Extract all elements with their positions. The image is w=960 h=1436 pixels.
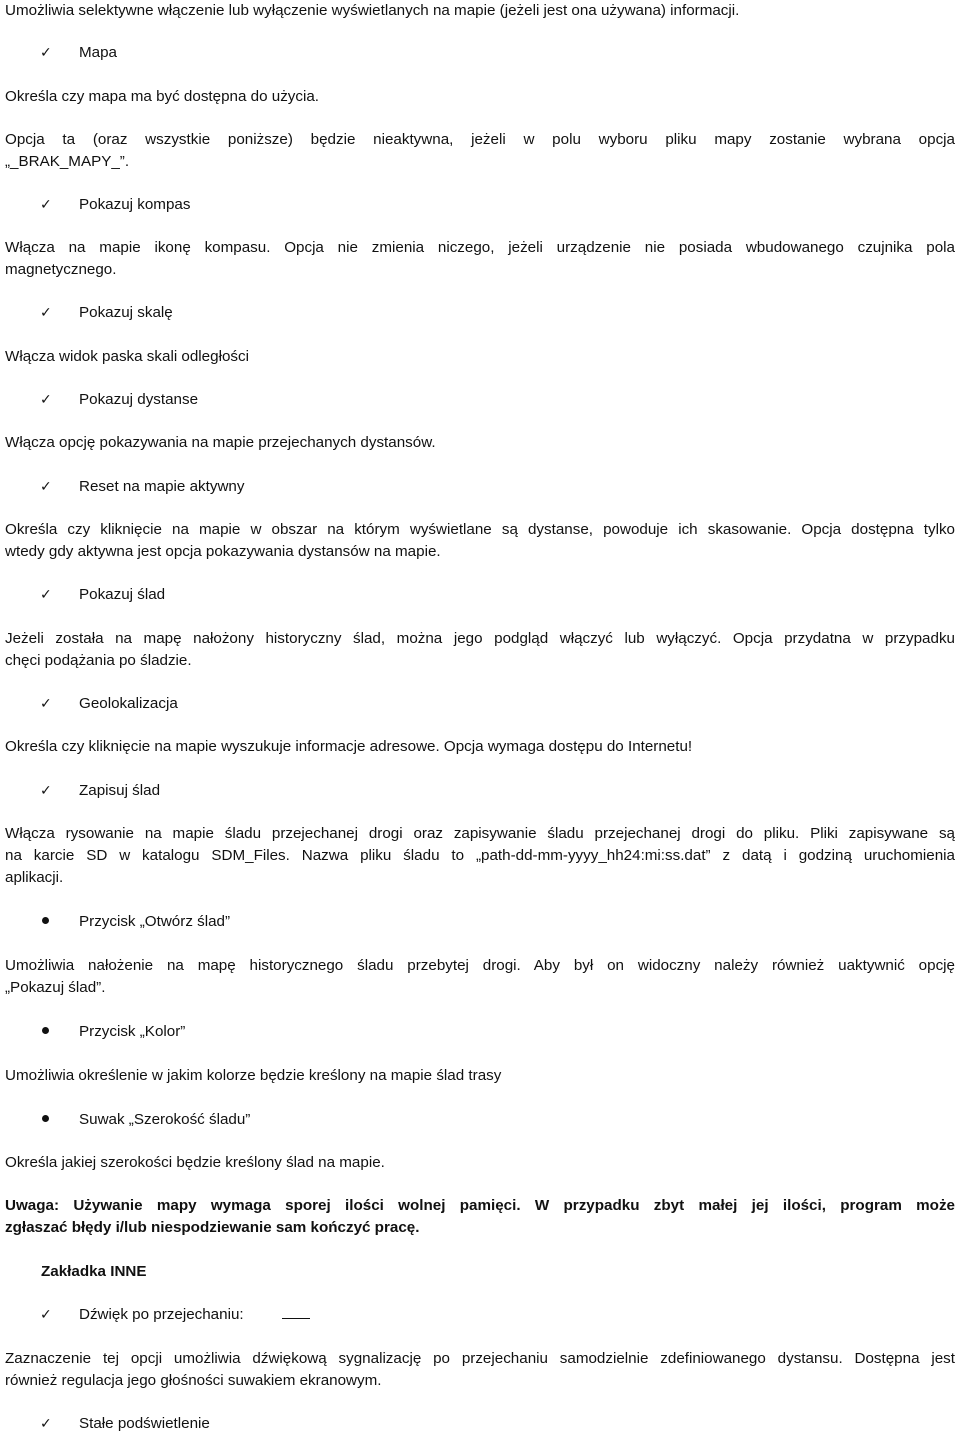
- paragraph-dzwiek-line1: Zaznaczenie tej opcji umożliwia dźwiękową sygnalizację po przejechaniu samodzielnie zdefiniowanego dystansu. Dostępna jest: [5, 1350, 955, 1367]
- option-skala: [40, 302, 173, 324]
- option-label: Dźwięk po przejechaniu:: [79, 1306, 244, 1323]
- option-label: Pokazuj dystanse: [79, 391, 199, 408]
- warning-line2: zgłaszać błędy i/lub niespodziewanie sam kończyć pracę.: [5, 1219, 420, 1236]
- paragraph-zapisuj-line2: na karcie SD w katalogu SDM_Files. Nazwa pliku śladu to „path-dd-mm-yyyy_hh24:mi:ss.dat” z datą i godziną uruchomienia: [5, 847, 955, 864]
- option-label: Przycisk „Otwórz ślad”: [79, 913, 231, 930]
- warning-line1: Uwaga: Używanie mapy wymaga sporej ilości wolnej pamięci. W przypadku zbyt małej jej ilości, program może: [5, 1197, 955, 1214]
- option-otworz-slad: [40, 911, 230, 933]
- paragraph-opcja-line1: Opcja ta (oraz wszystkie poniższe) będzie nieaktywna, jeżeli w polu wyboru pliku mapy zostanie wybrana opcja: [5, 131, 955, 148]
- option-reset: [40, 476, 244, 498]
- option-label: Pokazuj kompas: [79, 196, 191, 213]
- paragraph-mapa: Określa czy mapa ma być dostępna do użycia.: [5, 88, 320, 105]
- paragraph-slad-line2: chęci podążania po śladzie.: [5, 652, 192, 669]
- option-label: Reset na mapie aktywny: [79, 478, 245, 495]
- paragraph-otworz-line1: Umożliwia nałożenie na mapę historycznego śladu przebytej drogi. Aby był on widoczny należy również uaktywnić opcję: [5, 957, 955, 974]
- option-slad: [40, 584, 165, 606]
- checkmark-icon: ✓: [40, 783, 52, 799]
- option-kompas: [40, 194, 190, 216]
- blank-underline: [282, 1306, 310, 1319]
- paragraph-zapisuj-line3: aplikacji.: [5, 869, 64, 886]
- paragraph-kompas-line1: Włącza na mapie ikonę kompasu. Opcja nie zmienia niczego, jeżeli urządzenie nie posiada wbudowanego czujnika pola: [5, 239, 955, 256]
- bullet-dot-icon: [42, 1115, 49, 1122]
- option-mapa: [40, 42, 117, 64]
- option-label: Pokazuj skalę: [79, 304, 173, 321]
- option-label: Przycisk „Kolor”: [79, 1023, 186, 1040]
- paragraph-intro: Umożliwia selektywne włączenie lub wyłączenie wyświetlanych na mapie (jeżeli jest ona używana) informacji.: [5, 2, 740, 19]
- paragraph-kolor: Umożliwia określenie w jakim kolorze będzie kreślony na mapie ślad trasy: [5, 1067, 502, 1084]
- option-label: Pokazuj ślad: [79, 586, 166, 603]
- checkmark-icon: ✓: [40, 1307, 52, 1323]
- checkmark-icon: ✓: [40, 587, 52, 603]
- checkmark-icon: ✓: [40, 45, 52, 61]
- checkmark-icon: ✓: [40, 392, 52, 408]
- checkmark-icon: ✓: [40, 696, 52, 712]
- option-label: Mapa: [79, 44, 117, 61]
- option-dystanse: [40, 389, 198, 411]
- paragraph-dystanse: Włącza opcję pokazywania na mapie przejechanych dystansów.: [5, 434, 436, 451]
- option-geolokalizacja: [40, 693, 178, 715]
- paragraph-zapisuj-line1: Włącza rysowanie na mapie śladu przejechanej drogi oraz zapisywanie śladu przejechanej drogi do pliku. Pliki zapisywane są: [5, 825, 955, 842]
- bullet-dot-icon: [42, 917, 49, 924]
- paragraph-reset-line1: Określa czy kliknięcie na mapie w obszar na którym wyświetlane są dystanse, powoduje ich skasowanie. Opcja dostępna tylko: [5, 521, 955, 538]
- paragraph-kompas-line2: magnetycznego.: [5, 261, 117, 278]
- option-kolor: [40, 1021, 185, 1043]
- paragraph-slad-line1: Jeżeli została na mapę nałożony historyczny ślad, można jego podgląd włączyć lub wyłączyć. Opcja przydatna w przypadku: [5, 630, 955, 647]
- paragraph-otworz-line2: „Pokazuj ślad”.: [5, 979, 106, 996]
- paragraph-dzwiek-line2: również regulacja jego głośności suwakiem ekranowym.: [5, 1372, 382, 1389]
- option-stale-podswietlenie: [40, 1413, 210, 1435]
- paragraph-suwak: Określa jakiej szerokości będzie kreślony ślad na mapie.: [5, 1154, 385, 1171]
- option-label: Geolokalizacja: [79, 695, 178, 712]
- checkmark-icon: ✓: [40, 305, 52, 321]
- bullet-dot-icon: [42, 1027, 49, 1034]
- option-zapisuj: [40, 780, 160, 802]
- section-heading-inne: Zakładka INNE: [41, 1263, 147, 1280]
- checkmark-icon: ✓: [40, 479, 52, 495]
- option-label: Zapisuj ślad: [79, 782, 161, 799]
- option-label: Stałe podświetlenie: [79, 1415, 210, 1432]
- option-suwak: [40, 1109, 250, 1131]
- paragraph-opcja-line2: „_BRAK_MAPY_”.: [5, 153, 130, 170]
- paragraph-geolokalizacja: Określa czy kliknięcie na mapie wyszukuje informacje adresowe. Opcja wymaga dostępu do Internetu!: [5, 738, 693, 755]
- checkmark-icon: ✓: [40, 197, 52, 213]
- checkmark-icon: ✓: [40, 1416, 52, 1432]
- option-dzwiek: [40, 1304, 310, 1326]
- paragraph-reset-line2: wtedy gdy aktywna jest opcja pokazywania dystansów na mapie.: [5, 543, 441, 560]
- paragraph-skala: Włącza widok paska skali odległości: [5, 348, 249, 365]
- option-label: Suwak „Szerokość śladu”: [79, 1111, 251, 1128]
